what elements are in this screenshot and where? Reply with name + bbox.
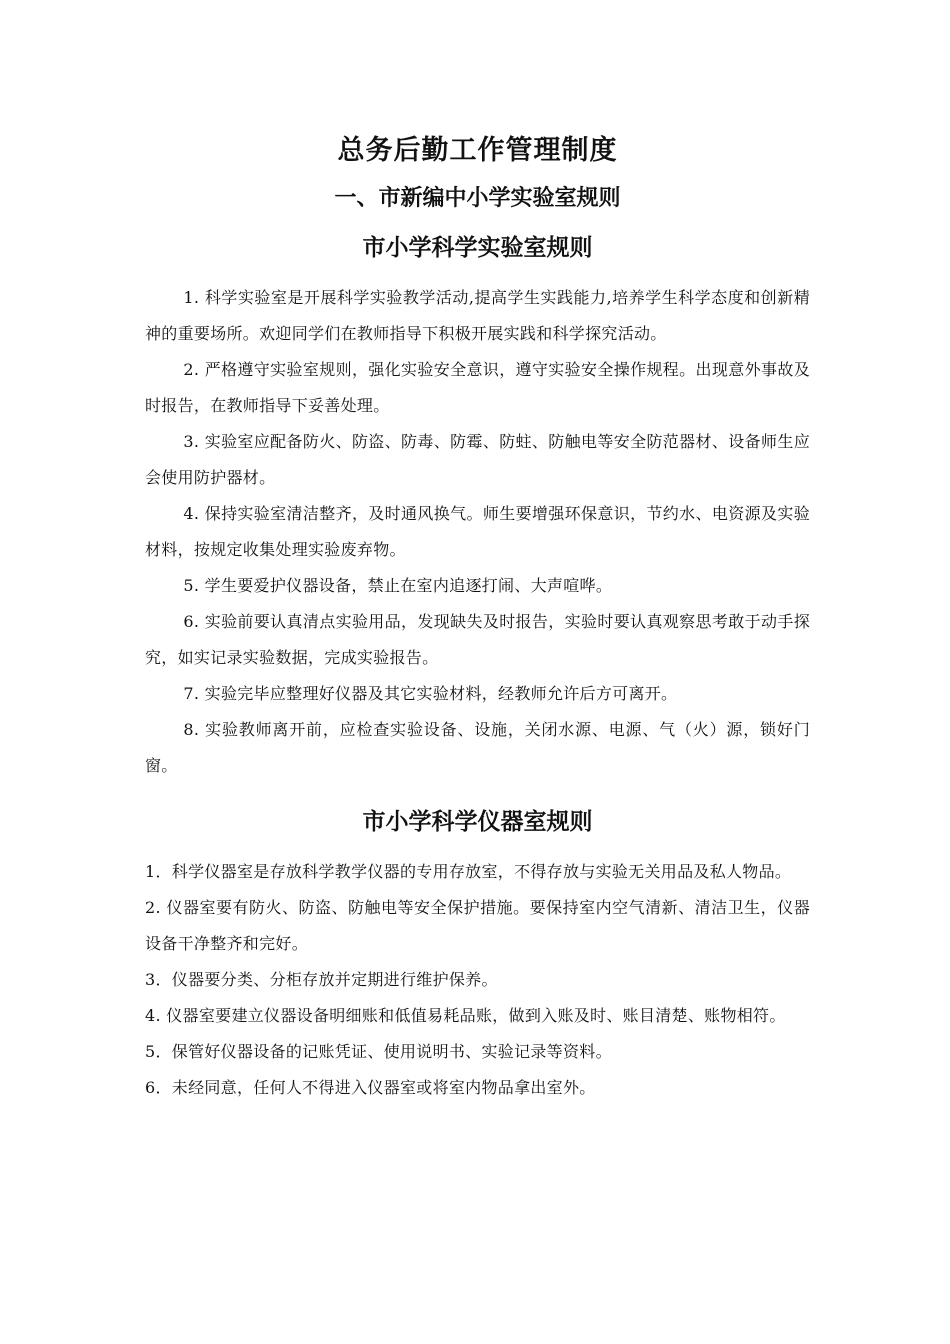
- lab-rule-item: 3. 实验室应配备防火、防盗、防毒、防霉、防蛀、防触电等安全防范器材、设备师生应会使用防护器材。: [145, 432, 810, 487]
- instrument-rule-item: 1．科学仪器室是存放科学教学仪器的专用存放室，不得存放与实验无关用品及私人物品。: [145, 862, 792, 881]
- lab-rules-list: [145, 280, 810, 784]
- instrument-rule-item: 5．保管好仪器设备的记账凭证、使用说明书、实验记录等资料。: [145, 1042, 612, 1061]
- lab-rule-item: 8. 实验教师离开前，应检查实验设备、设施，关闭水源、电源、气（火）源，锁好门窗。: [145, 720, 810, 775]
- instrument-rule-item: 2. 仪器室要有防火、防盗、防触电等安全保护措施。要保持室内空气清新、清洁卫生，仪器设备干净整齐和完好。: [145, 898, 810, 953]
- lab-rule-item: 7. 实验完毕应整理好仪器及其它实验材料，经教师允许后方可离开。: [183, 684, 678, 703]
- instrument-rule-item: 3．仪器要分类、分柜存放并定期进行维护保养。: [145, 970, 498, 989]
- instrument-rules-list: [145, 854, 810, 1106]
- instrument-rule-item: 4. 仪器室要建立仪器设备明细账和低值易耗品账，做到入账及时、账目清楚、账物相符。: [145, 1006, 786, 1025]
- document-title: 总务后勤工作管理制度: [337, 135, 618, 166]
- instrument-rule-item: 6．未经同意，任何人不得进入仪器室或将室内物品拿出室外。: [145, 1078, 596, 1097]
- lab-rule-item: 6. 实验前要认真清点实验用品，发现缺失及时报告，实验时要认真观察思考敢于动手探究，如实记录实验数据，完成实验报告。: [145, 612, 810, 667]
- instrument-rules-heading: 市小学科学仪器室规则: [362, 809, 593, 835]
- lab-rule-item: 4. 保持实验室清洁整齐，及时通风换气。师生要增强环保意识，节约水、电资源及实验材料，按规定收集处理实验废弃物。: [145, 504, 810, 559]
- section-title: 一、市新编中小学实验室规则: [334, 186, 621, 211]
- lab-rules-heading: 市小学科学实验室规则: [362, 235, 593, 261]
- lab-rule-item: 2. 严格遵守实验室规则，强化实验安全意识，遵守实验安全操作规程。出现意外事故及时报告，在教师指导下妥善处理。: [145, 360, 810, 415]
- lab-rule-item: 5. 学生要爱护仪器设备，禁止在室内追逐打闹、大声喧哗。: [183, 576, 613, 595]
- document-content: [145, 128, 810, 1106]
- lab-rule-item: 1. 科学实验室是开展科学实验教学活动,提高学生实践能力,培养学生科学态度和创新精神的重要场所。欢迎同学们在教师指导下积极开展实践和科学探究活动。: [145, 288, 810, 343]
